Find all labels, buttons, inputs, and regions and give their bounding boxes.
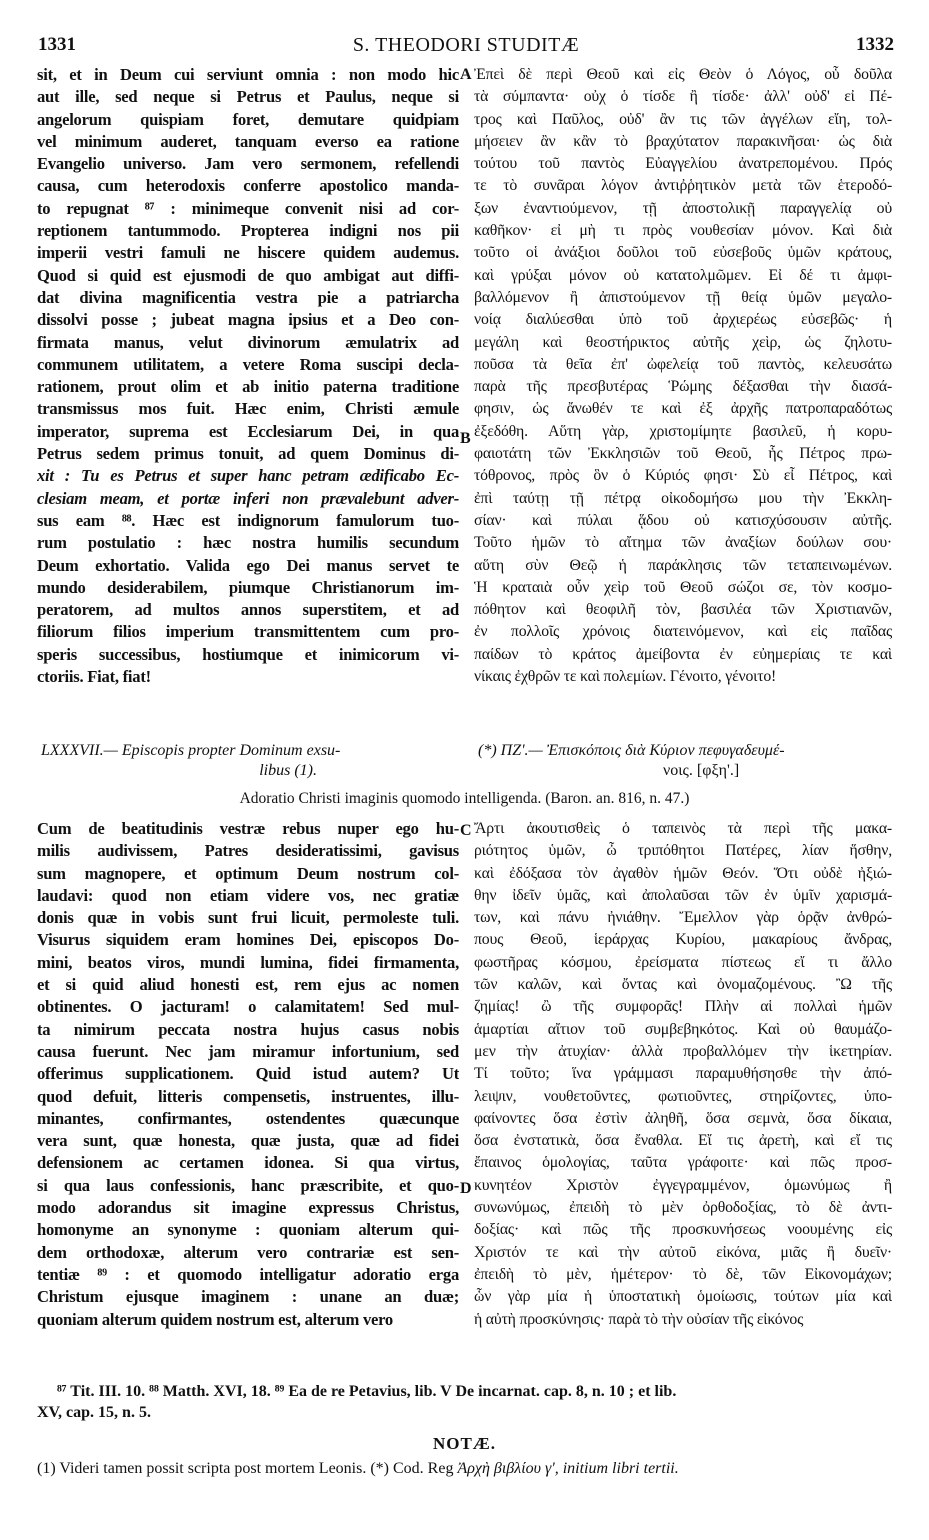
page-header [38, 34, 894, 60]
note-1 [37, 1460, 897, 1478]
text-line: sum magnopere, et optimum Deum nostrum col- [37, 863, 459, 883]
text-line: obtinentes. O jacturam! o calamitatem! Sed mul- [37, 997, 459, 1017]
text-line: mini, beatos viros, mundi lumina, fidei firmamenta, [37, 952, 459, 972]
text-line: πους Θεοῦ, ἱεράρχας Κυρίου, μακαρίους ἄνδρας, [474, 931, 892, 949]
text-line: καὶ γρύξαι μόνον οὐ κατατολμῶμεν. Εἰ δέ τι ἀμφι- [474, 266, 892, 284]
letter-subtitle: Adoratio Christi imaginis quomodo intelligenda. (Baron. an. 816, n. 47.) [239, 790, 690, 807]
footnotes [37, 1381, 897, 1423]
note-greek: Ἀρχὴ βιβλίου γ', [457, 1460, 559, 1477]
text-line: ὧν γὰρ μία ἡ ὑποστατικὴ ὁμοίωσις, τούτων μία καὶ [474, 1288, 892, 1306]
text-line: μεγάλη καὶ θεοστήρικτος αὐτῆς χεὶρ, ὡς ζηλοτυ- [474, 333, 892, 351]
text-line: πόθητον καὶ θεοφιλῆ τὸν, βασιλέα τῶν Χριστιανῶν, [474, 601, 892, 619]
text-line: homonyme an synonyme : quoniam alterum qui- [37, 1220, 459, 1240]
text-line: xit : Tu es Petrus et super hanc petram ædificabo Ec- [37, 466, 459, 486]
text-line: donis quæ in vobis sunt frui licuit, permoleste tuli. [37, 908, 459, 928]
text-line: τρος καὶ Παῦλος, οὐδ' ἂν τις τῶν ἀγγέλων εἴη, τολ- [474, 110, 892, 128]
margin-mark-d: D [460, 1180, 472, 1197]
note-text: (1) Videri tamen possit scripta post mortem Leonis. (*) Cod. Reg [37, 1460, 458, 1477]
text-line: Deum exhortatio. Valida ego Dei manus servet te [37, 555, 459, 575]
text-line: si qua laus confessionis, hanc præscribite, et quo- [37, 1175, 459, 1195]
text-line: milis audivissem, Patres desideratissimi, gavisus [37, 841, 459, 861]
text-line: Christum ejusque imaginem : unane an duæ; [37, 1287, 459, 1307]
text-line: καὶ ἐδόξασα τὸν ἀγαθὸν ἡμῶν Θεόν. Ὅτι οὐδὲ ἠξιώ- [474, 864, 892, 882]
text-line: ξων ἐναντιούμενον, τῇ ἀποστολικῇ παραγγελίᾳ οὐ [474, 199, 892, 217]
letter-heading-latin [37, 741, 457, 781]
text-line: μήσειεν ἂν κἂν τὸ βραχύτατον παρακινῆσαι· ὡς διὰ [474, 132, 892, 150]
text-line: βαλλόμενον ἢ ἀπιστούμενον τῇ θείᾳ ὑμῶν μεγαλο- [474, 288, 892, 306]
text-line: mundo desiderabilem, piumque Christianorum im- [37, 577, 459, 597]
text-line: των, καὶ πάνυ ἠνιάθην. Ἔμελλον γὰρ ὁρᾷν ἀνθρώ- [474, 909, 892, 927]
text-line: imperii vestri famuli ne hiscere quidem audemus. [37, 243, 459, 263]
text-line: causa, cum heterodoxis conferre apostolico manda- [37, 176, 459, 196]
text-line: angelorum quispiam foret, demutare quidpiam [37, 109, 459, 129]
text-line: Τοῦτο ἡμῶν τὸ αἴτημα τῶν ἀναξίων δούλων σου· [474, 534, 892, 552]
footnote-line: ⁸⁷ Tit. III. 10. ⁸⁸ Matth. XVI, 18. ⁸⁹ Ea de re Petavius, lib. V De incarnat. cap. 8, n. 10 ; et lib. [57, 1383, 677, 1400]
text-line: imperator, suprema est Ecclesiarum Dei, in qua [37, 421, 459, 441]
margin-mark-c: C [460, 822, 472, 839]
text-line: Ἄρτι ἀκουτισθεὶς ὁ ταπεινὸς τὰ περὶ τῆς μακα- [474, 820, 892, 837]
text-line: ριότητος ὑμῶν, ὦ τριπόθητοι Πατέρες, λίαν ἥσθην, [474, 842, 892, 860]
text-line: ἔπαινος ὁμολογίας, ταῦτα γράφοιτε· καὶ πῶς προσ- [474, 1154, 892, 1172]
text-line: μεν τὴν ἀτυχίαν· ἀλλὰ προβαλλόμεν τὴν ἱκετηρίαν. [474, 1042, 892, 1060]
text-line: reptionem tantummodo. Propterea indigni nos pii [37, 221, 459, 241]
text-line: dat divina magnificentia vestra pie a patriarcha [37, 287, 459, 307]
text-line: sus eam ⁸⁸. Hæc est indignorum famulorum tuo- [37, 510, 459, 530]
running-title: S. THEODORI STUDITÆ [352, 34, 580, 56]
text-line: ζημίας! ὢ τῆς συμφορᾶς! Πλὴν αἱ πολλαὶ ἡμῶν [474, 998, 892, 1016]
text-line: τὰ σύμπαντα· οὐχ ὁ τίσδε ἢ τίσδε· ἀλλ' οὐδ' εἰ Πέ- [474, 88, 892, 106]
letter-heading-latin-line2: libus (1). [259, 762, 317, 779]
text-line: τούτου τοῦ παντὸς Εὐαγγελίου ἀνατρεπομένου. Πρός [474, 155, 892, 173]
text-line: ἐν πολλοῖς χρόνοις διατεινόμενον, καὶ εἰς παῖδας [474, 623, 892, 641]
text-line: τοῦτο οἱ ἀνάξιοι δοῦλοι τοῦ εὐσεβοῦς ὑμῶν κράτους, [474, 244, 892, 262]
text-line: minantes, confirmantes, ostendentes quæcunque [37, 1108, 459, 1128]
latin-column-section2 [37, 818, 459, 1331]
text-line: Ἡ κραταιὰ οὖν χεὶρ τοῦ Θεοῦ σώζοι σε, τὸν κοσμο- [474, 578, 892, 596]
text-line: causa fuerunt. Nec jam miramur infortunium, sed [37, 1041, 459, 1061]
letter-heading-greek [478, 741, 892, 781]
text-line: αὕτη σὺν Θεῷ ἡ παράκλησις τῶν τεταπεινωμένων. [474, 556, 892, 574]
text-line: peratorem, ad multos annos superstitem, et ad [37, 600, 459, 620]
letter-heading-greek-line2: νοις. [φξη'.] [663, 762, 740, 779]
text-line: τῶν καλῶν, καὶ ὄντας καὶ ὀνομαζομένους. Ὢ τῆς [474, 976, 892, 994]
text-line: νοίᾳ διαλύεσθαι ὑπὸ τοῦ ἀρχιερέως εὐσεβῶς· ἡ [474, 311, 892, 329]
text-line: συνωνύμως, ἐπειδὴ τὸ μὲν ὀρθοδοξίας, τὸ δὲ ἀντι- [474, 1199, 892, 1217]
text-line: modo adorandus sit imagine expressus Christus, [37, 1198, 459, 1218]
text-line: φωστῆρας κόσμου, ἐρείσματα πίστεως εἴ τι ἄλλο [474, 953, 892, 971]
text-line: Evangelio universo. Jam vero sermonem, refellendi [37, 154, 459, 174]
margin-mark-b: B [460, 430, 471, 447]
text-line: rum postulatio : hæc nostra humilis secundum [37, 533, 459, 553]
text-line: vera sunt, quæ honesta, quæ justa, quæ ad fidei [37, 1131, 459, 1151]
text-line: rationem, prout olim et ab initio paterna traditione [37, 377, 459, 397]
page-number-left: 1331 [38, 34, 76, 55]
text-line: λειψιν, νουθετοῦντες, φωτιοῦντες, στηρίζοντες, ὑπο- [474, 1087, 892, 1105]
text-line: ἡ αὐτὴ προσκύνησις· παρὰ τὸ τὴν οὐσίαν τῆς εἰκόνος [474, 1310, 804, 1328]
text-line: κυνητέον Χριστὸν ἐγγεγραμμένον, ὁμωνύμως ἢ [474, 1176, 892, 1194]
margin-mark-a: A [460, 66, 472, 83]
letter-heading-greek-line1: (*) ΠΖ'.— Ἐπισκόποις διὰ Κύριον πεφυγαδευμέ- [478, 742, 785, 759]
text-line: Petrus sedem primus tonuit, ad quem Dominus di- [37, 444, 459, 464]
text-line: clesiam meam, et portæ inferi non prævalebunt adver- [37, 488, 459, 508]
text-line: communem utilitatem, a vetere Roma suscipi decla- [37, 354, 459, 374]
latin-column-section1 [37, 64, 459, 688]
text-line: φησιν, ὡς ἄνωθέν τε καὶ ἐξ ἀρχῆς πατροπαραδότως [474, 400, 892, 418]
text-line: tentiæ ⁸⁹ : et quomodo intelligatur adoratio erga [37, 1264, 459, 1284]
text-line: ἁμαρτίαι αἴτιον τοῦ συμβεβηκότος. Καὶ οὐ θαυμάζο- [474, 1020, 892, 1038]
text-line: ἐξεδόθη. Αὕτη γὰρ, χριστομίμητε βασιλεῦ, ἡ κορυ- [474, 422, 892, 440]
text-line: ta nimirum peccata nostra hujus casus nobis [37, 1019, 459, 1039]
text-line: vel minimum auderet, tanquam everso ea ratione [37, 131, 459, 151]
text-line: παρὰ τῆς πρεσβυτέρας Ῥώμης δέξασθαι τὴν διασά- [474, 378, 892, 396]
text-line: ἐπὶ ταύτῃ τῇ πέτρᾳ οἰκοδομήσω μου τὴν Ἐκκλη- [474, 489, 892, 507]
text-line: τόθρονος, πρὸς ὃν ὁ Κύριός φησι· Σὺ εἶ Πέτρος, καὶ [474, 467, 892, 485]
text-line: ἐπειδὴ τὸ μὲν, ἡμέτερον· τὸ δὲ, τῶν Εἰκονομάχων; [474, 1265, 892, 1283]
greek-column-section1 [474, 64, 892, 688]
text-line: filiorum filios imperium transmittentem cum pro- [37, 622, 459, 642]
text-line: Τί τοῦτο; ἵνα γράμμασι παραμυθήσησθε τὴν ἀπό- [474, 1065, 892, 1083]
text-line: δοξίας· καὶ πῶς τῆς προσκυνήσεως νοουμένης εἰς [474, 1221, 892, 1239]
notae-title: NOTÆ. [432, 1434, 497, 1453]
text-line: to repugnat ⁸⁷ : minimeque convenit nisi ad cor- [37, 198, 459, 218]
text-line: παίδων τὸ κράτος ἀμείβοντα ἐν εὐημερίαις τε καὶ [474, 645, 892, 663]
letter-heading-latin-line1: LXXXVII.— Episcopis propter Dominum exsu- [41, 742, 341, 759]
text-line: firmata manus, velut divinorum æmulatrix ad [37, 332, 459, 352]
footnote-line: XV, cap. 15, n. 5. [37, 1404, 151, 1421]
note-end: initium libri tertii. [558, 1460, 679, 1477]
text-line: τε τὸ συνᾶραι λόγον ἀντιῤῥητικὸν μετὰ τῶν ἑτεροδό- [474, 177, 892, 195]
greek-column-section2 [474, 818, 892, 1331]
text-line: σίαν· καὶ πύλαι ᾅδου οὐ κατισχύσουσιν αὐτῆς. [474, 511, 892, 529]
text-line: quoniam alterum quidem nostrum est, alterum vero [37, 1309, 393, 1329]
text-line: dissolvi posse ; jubeat magna ipsius et a Deo con- [37, 310, 459, 330]
page-number-right: 1332 [856, 34, 894, 55]
text-line: φαίνοντες ὅσα ἐστὶν ἀληθῆ, ὅσα σεμνὰ, ὅσα δίκαια, [474, 1109, 892, 1127]
text-line: defensionem ac certamen idonea. Si qua virtus, [37, 1153, 459, 1173]
text-line: Χριστόν τε καὶ τὴν αὐτοῦ εἰκόνα, μιᾶς ἢ δυεῖν· [474, 1243, 892, 1261]
text-line: φαιοτάτη τῶν Ἐκκλησιῶν τοῦ Θεοῦ, ἧς Πέτρος πρω- [474, 445, 892, 463]
text-line: transmissus mos fuit. Hæc enim, Christi æmule [37, 399, 459, 419]
text-line: speris successibus, hostiumque et inimicorum vi- [37, 644, 459, 664]
text-line: Ἐπεὶ δὲ περὶ Θεοῦ καὶ εἰς Θεὸν ὁ Λόγος, οὗ δοῦλα [474, 66, 892, 83]
text-line: ctoriis. Fiat, fiat! [37, 667, 151, 687]
text-line: Cum de beatitudinis vestræ rebus nuper ego hu- [37, 819, 459, 838]
text-line: Visurus siquidem eram homines Dei, episcopos Do- [37, 930, 459, 950]
text-line: ποῦσα τὰ θεῖα ἐπ' ὠφελείᾳ τοῦ παντὸς, κελευσάτω [474, 355, 892, 373]
text-line: θην ἰδεῖν ὑμᾶς, καὶ ἀπολαῦσαι τῶν ἐν ὑμῖν χαρισμά- [474, 886, 892, 904]
text-line: aut ille, sed neque si Petrus et Paulus, neque si [37, 87, 459, 107]
text-line: sit, et in Deum cui serviunt omnia : non modo hic [37, 65, 459, 84]
text-line: νίκαις ἐχθρῶν τε καὶ πολεμίων. Γένοιτο, γένοιτο! [474, 668, 777, 686]
text-line: quod defuit, litteris compensetis, instruentes, illu- [37, 1086, 459, 1106]
text-line: καθῆκον· εἰ μὴ τι πρὸς νουθεσίαν μόνον. Καὶ διὰ [474, 222, 892, 240]
text-line: laudavi: quod non etiam videre vos, nec gratiæ [37, 885, 459, 905]
text-line: Quod si quid est ejusmodi de quo ambigat aut diffi- [37, 265, 459, 285]
text-line: et si quid aliud honesti est, rem ejus ac nomen [37, 975, 459, 995]
text-line: dem orthodoxæ, alterum vero contrariæ est sen- [37, 1242, 459, 1262]
text-line: ὅσα ἐνστατικὰ, ὅσα ἔναθλα. Εἴ τις ἀρετὴ, καὶ εἴ τις [474, 1132, 892, 1150]
text-line: offerimus supplicationem. Quid istud autem? Ut [37, 1064, 459, 1084]
